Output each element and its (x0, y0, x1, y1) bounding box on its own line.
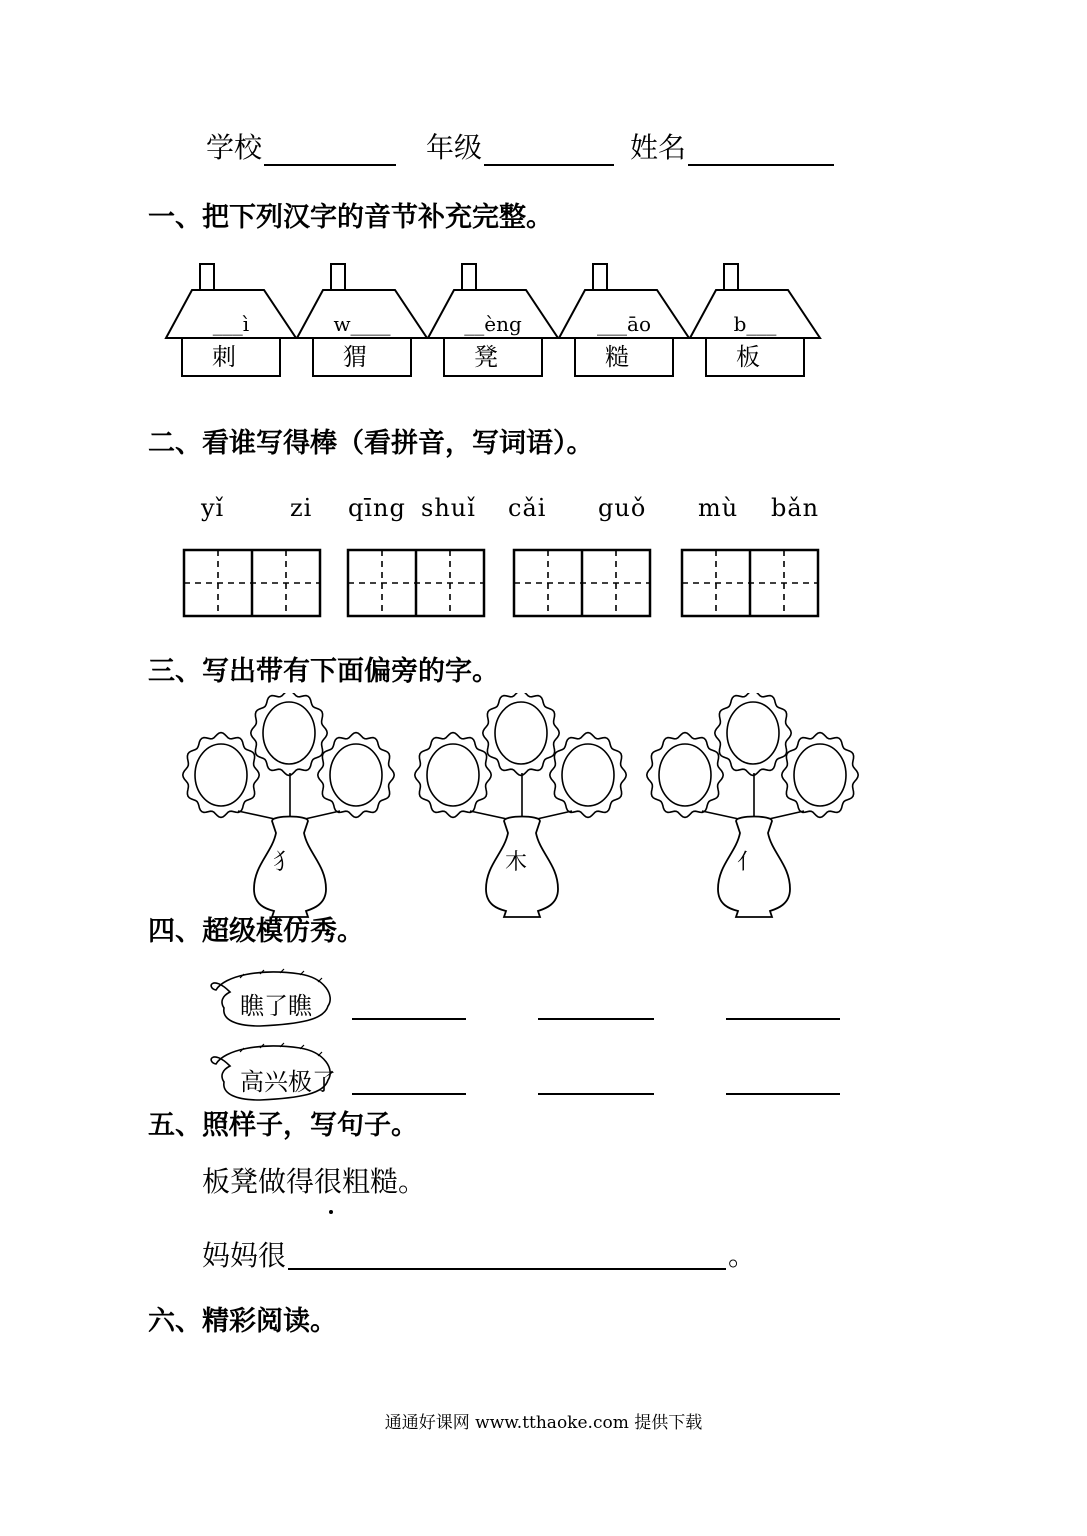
section4-title: 四、超级模仿秀。 (148, 916, 364, 947)
house (690, 264, 820, 376)
student-info-header (0, 128, 1087, 168)
house-pinyin[interactable]: w____ (333, 312, 391, 336)
section6-title: 六、精彩阅读。 (148, 1306, 337, 1337)
pinyin-syllable: bǎn (771, 494, 820, 522)
answer-line[interactable] (538, 1093, 654, 1095)
house-char: 糙 (605, 343, 629, 371)
sentence-end-punct: 。 (728, 1239, 757, 1272)
pinyin-syllable: shuǐ (421, 494, 476, 522)
section2-title: 二、看谁写得棒（看拼音，写词语）。 (148, 428, 594, 459)
vase-radical: 犭 (272, 850, 296, 875)
house-row (160, 258, 840, 384)
flower-vase (415, 693, 626, 917)
grade-label: 年级 (426, 131, 483, 164)
pinyin-syllable: guǒ (598, 494, 647, 522)
house-pinyin[interactable]: ___ì (212, 312, 250, 336)
flower-blank[interactable] (195, 744, 247, 806)
chimney (200, 264, 214, 290)
chimney (462, 264, 476, 290)
answer-line[interactable] (726, 1093, 840, 1095)
pinyin-syllable: yǐ (201, 494, 225, 522)
writing-grid[interactable] (682, 550, 818, 616)
section3-title: 三、写出带有下面偏旁的字。 (148, 656, 499, 687)
chimney (331, 264, 345, 290)
school-label: 学校 (206, 131, 263, 164)
flower-vase (183, 693, 394, 917)
section5-title: 五、照样子，写句子。 (148, 1110, 418, 1141)
house-char: 凳 (474, 343, 498, 371)
flower-blank[interactable] (794, 744, 846, 806)
flower-blank[interactable] (562, 744, 614, 806)
answer-line[interactable] (538, 1018, 654, 1020)
vase-radical: 木 (504, 850, 528, 875)
emphasis-dot (329, 1210, 333, 1214)
pinyin-syllable: cǎi (508, 494, 547, 522)
writing-grid-row (180, 548, 830, 622)
sentence-answer-line[interactable] (288, 1268, 726, 1270)
pinyin-syllable: mù (698, 494, 739, 522)
flower-blank[interactable] (727, 702, 779, 764)
name-input-line[interactable] (688, 164, 834, 166)
flower-vase (647, 693, 858, 917)
flower-blank[interactable] (263, 702, 315, 764)
chimney (724, 264, 738, 290)
house (166, 264, 296, 376)
writing-grid[interactable] (348, 550, 484, 616)
leaf-labels (200, 968, 350, 1104)
answer-line[interactable] (726, 1018, 840, 1020)
house-char: 猬 (343, 343, 367, 371)
school-input-line[interactable] (264, 164, 396, 166)
grade-input-line[interactable] (484, 164, 614, 166)
name-label: 姓名 (630, 131, 687, 164)
example-word: 瞧了瞧 (240, 992, 312, 1020)
house-char: 板 (736, 343, 760, 371)
house-pinyin[interactable]: __èng (464, 312, 522, 336)
pinyin-syllable: qīng (348, 494, 406, 522)
flower-blank[interactable] (427, 744, 479, 806)
flower-vase-row (180, 693, 880, 919)
writing-grid[interactable] (514, 550, 650, 616)
house (559, 264, 689, 376)
flower-blank[interactable] (330, 744, 382, 806)
house (297, 264, 427, 376)
house-pinyin[interactable]: ___āo (597, 312, 651, 336)
section1-title: 一、把下列汉字的音节补充完整。 (148, 202, 553, 233)
pinyin-syllable: zi (290, 494, 313, 522)
writing-grid[interactable] (184, 550, 320, 616)
house-pinyin[interactable]: b___ (733, 312, 777, 336)
flower-blank[interactable] (659, 744, 711, 806)
pinyin-row (0, 494, 1087, 530)
example-word: 高兴极了 (240, 1068, 336, 1096)
answer-line[interactable] (352, 1018, 466, 1020)
house (428, 264, 558, 376)
flower-blank[interactable] (495, 702, 547, 764)
sentence-prompt: 妈妈很 (202, 1239, 287, 1272)
answer-line[interactable] (352, 1093, 466, 1095)
chimney (593, 264, 607, 290)
footer-credit: 通通好课网 www.tthaoke.com 提供下载 (384, 1413, 703, 1433)
vase-radical: 亻 (736, 850, 760, 875)
house-char: 刺 (212, 343, 236, 371)
example-sentence: 板凳做得很粗糙。 (202, 1165, 427, 1198)
